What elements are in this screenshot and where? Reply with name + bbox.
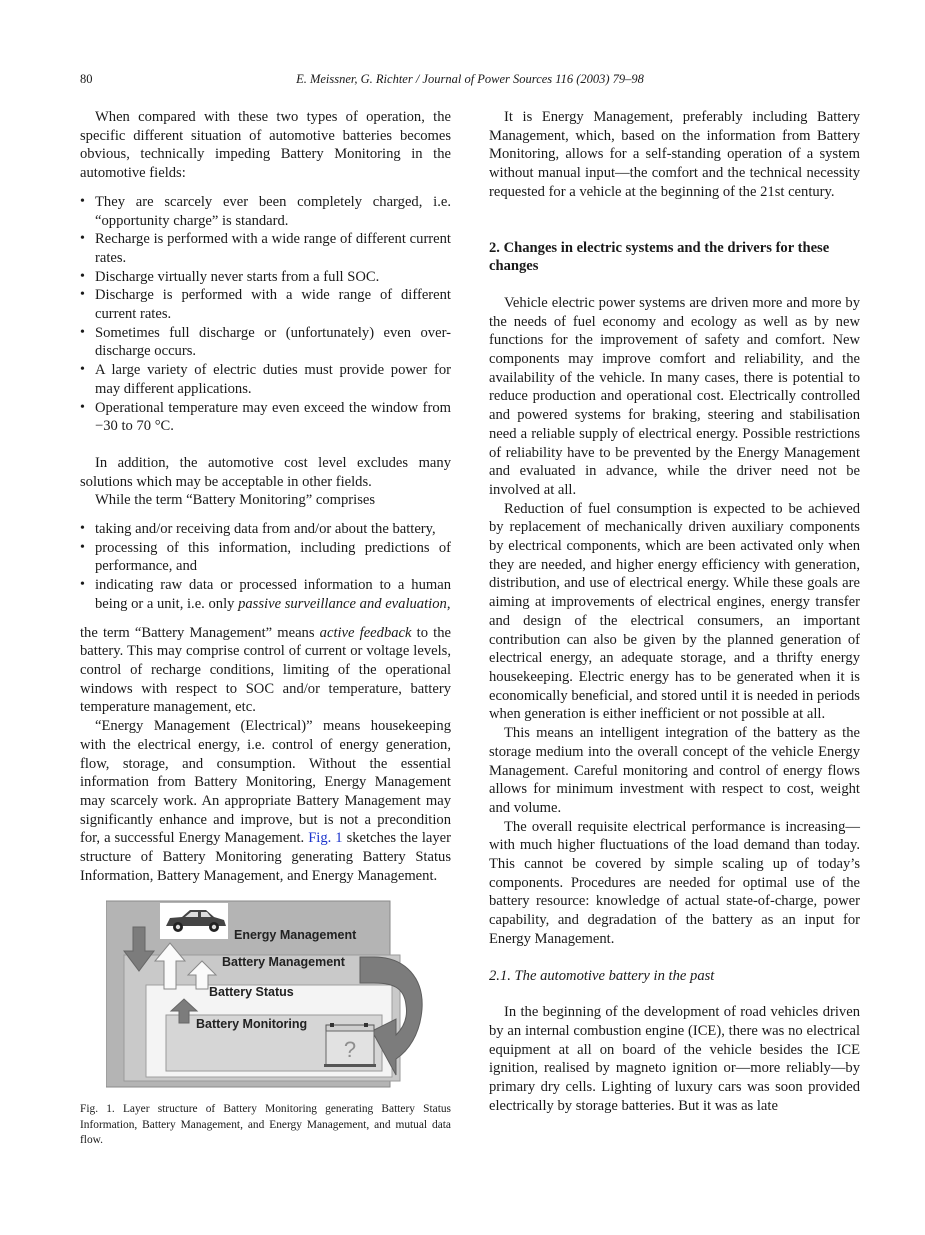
svg-text:?: ? (343, 1037, 357, 1062)
paragraph: In the beginning of the development of road vehicles driven by an internal combustion engine (ICE), there was no electrical equipment at all on board of the vehicle besides the ICE ignition, realised by magneto ignition or—more reliably—by primary dry cells. Lighting of luxury cars was soon provided electrically by storage batteries. But it was as late (489, 1004, 860, 1114)
list-item: • They are scarcely ever been completely charged, i.e. “opportunity charge” is standard. (80, 193, 451, 230)
page-number: 80 (80, 72, 93, 86)
punctuation: , (446, 595, 451, 612)
list-item (80, 576, 451, 613)
list-item: • Discharge is performed with a wide range of different current rates. (80, 286, 451, 323)
left-column (80, 108, 451, 885)
section-heading: 2. Changes in electric systems and the drivers for these changes (489, 239, 830, 275)
paragraph: This means an intelligent integration of the battery as the storage medium into the overall concept of the vehicle Energy Management. Careful monitoring and control of energy flows allows for minimum investment with respect to cost, weight and volume. (489, 725, 860, 816)
car-icon (160, 903, 228, 939)
monitoring-definition-list (80, 520, 451, 614)
energy-management-paragraph (80, 717, 451, 885)
text: sketches the layer structure of Battery Monitoring generating Battery Status Information, Battery Management, and Energy Management. (80, 830, 451, 884)
right-column (489, 108, 860, 1115)
paragraph: It is Energy Management, preferably including Battery Management, which, based on the information from Battery Monitoring, allows for a self-standing operation of a system without manual input—the comfort and the technical necessity requested for a vehicle at the beginning of the 21st century. (489, 109, 860, 200)
intro-paragraph: When compared with these two types of operation, the specific different situation of automotive batteries becomes obvious, technically impeding Battery Monitoring in the automotive fields: (80, 109, 451, 182)
list-item: • Operational temperature may even exceed the window from −30 to 70 °C. (80, 399, 451, 436)
list-item: • A large variety of electric duties must provide power for may different applications. (80, 361, 451, 398)
subsection-heading: 2.1. The automotive battery in the past (489, 967, 715, 984)
label-energy-management: Energy Management (234, 928, 357, 942)
monitoring-lead: While the term “Battery Monitoring” comprises (95, 492, 376, 509)
text: “Energy Management (Electrical)” means housekeeping with the electrical energy, i.e. control of energy generation, flow, storage, and consumption. Without the essential information from Battery Monitoring, Energy Management may scarcely work. An appropriate Battery Management may significantly enhance and improve, but is not a precondition for, a successful Energy Management. (80, 718, 451, 847)
text: to the battery. This may comprise control of current or voltage levels, control of recharge conditions, limiting of the operational windows with respect to SOC and/or temperature, battery temperature management, etc. (80, 624, 451, 716)
list-item: • taking and/or receiving data from and/or about the battery, (80, 520, 451, 539)
list-item: • Discharge virtually never starts from a full SOC. (80, 268, 451, 287)
running-header (80, 72, 860, 90)
figure-1-diagram (106, 899, 428, 1089)
list-item: • Recharge is performed with a wide range of different current rates. (80, 230, 451, 267)
emphasis: active feedback (319, 624, 412, 641)
management-paragraph (80, 624, 451, 718)
cost-paragraph: In addition, the automotive cost level excludes many solutions which may be acceptable in other fields. (80, 454, 451, 490)
label-battery-status: Battery Status (209, 985, 294, 999)
paragraph: The overall requisite electrical performance is increasing—with much higher fluctuations of the load demand than today. This cannot be covered by simple scaling up of today’s components. Procedures are needed for optimal use of the battery resource: knowledge of actual state-of-charge, power capability, and degradation of the battery as an input for Energy Management. (489, 818, 860, 947)
journal-citation: E. Meissner, G. Richter / Journal of Power Sources 116 (2003) 79–98 (296, 72, 644, 86)
automotive-conditions-list (80, 193, 451, 436)
list-item-text: indicating raw data or processed information to a human being or a unit, i.e. only (95, 577, 451, 612)
battery-icon (324, 1023, 376, 1067)
paragraph: Vehicle electric power systems are driven more and more by the needs of fuel economy and ecology as well as by new functions for the improvement of safety and comfort. New components may improve comfort and reliability, and the availability of the vehicle. In many cases, there is potential to reduce production and operational cost. Electrically controlled and powered systems for braking, steering and stabilisation need a reliable supply of electrical energy. Possible restrictions of reliability have to be prevented by the Energy Management and evaluated in advance, while the driver need not be involved at all. (489, 294, 860, 498)
list-item: • processing of this information, including predictions of performance, and (80, 539, 451, 576)
figure-1-link[interactable]: Fig. 1 (308, 830, 343, 847)
label-battery-management: Battery Management (222, 955, 345, 969)
list-item: • Sometimes full discharge or (unfortunately) even over-discharge occurs. (80, 324, 451, 361)
text: the term “Battery Management” means (80, 624, 320, 641)
figure-1-caption: Fig. 1. Layer structure of Battery Monitoring generating Battery Status Information, Battery Management, and Energy Management, and mutual data flow. (80, 1103, 451, 1146)
emphasis: passive surveillance and evaluation (238, 595, 447, 612)
paragraph: Reduction of fuel consumption is expected to be achieved by replacement of mechanically driven auxiliary components by electrical components, which are been activated only when they are needed, and higher energy efficiency with generation, distribution, and use of electrical energy. While these goals are aiming at improvements of electrical engines, energy transfer and design of the electrical consumers, an important contribution can also be given by the planned generation of electrical energy, an adequate storage, and a thrifty energy housekeeping. Electric energy has to be generated when it is economically beneficial, and stored until it is needed in periods when generation is either inefficient or not possible at all. (489, 500, 860, 723)
label-battery-monitoring: Battery Monitoring (196, 1017, 308, 1031)
